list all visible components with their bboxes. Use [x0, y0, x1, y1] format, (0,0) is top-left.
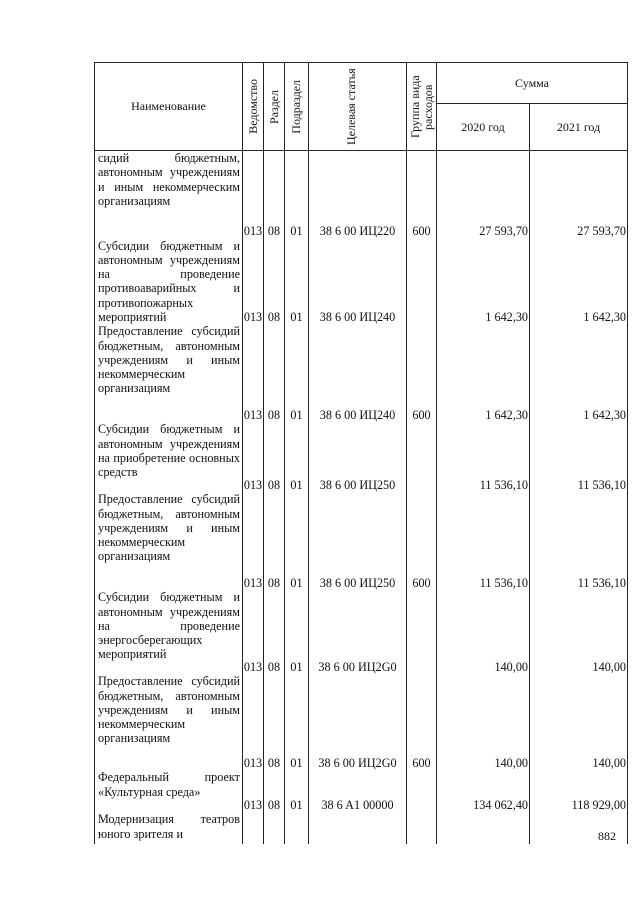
cell-sum-2021: 1 642,30 [530, 239, 628, 325]
cell-razdel: 08 [264, 151, 285, 239]
cell-razdel: 08 [264, 239, 285, 325]
table-row [95, 812, 628, 844]
cell-sum-2021: 27 593,70 [530, 151, 628, 239]
cell-name-text: сидий бюджетным, автономным учреждениям и иным некоммерческим организациям [98, 151, 240, 208]
cell-name [95, 590, 243, 674]
cell-vedomstvo: 013 [243, 324, 264, 422]
table-row [95, 239, 628, 325]
cell-name-text: Предоставление субсидий бюджетным, автономным учреждениям и иным некоммерческим организациям [98, 674, 240, 746]
header-podrazdel: Подраздел [285, 63, 309, 151]
cell-target: 38 6 00 ИЦ250 [309, 492, 407, 590]
cell-podrazdel: 01 [285, 239, 309, 325]
cell-group: 600 [407, 151, 437, 239]
cell-target: 38 6 00 ИЦ240 [309, 239, 407, 325]
cell-name [95, 324, 243, 422]
cell-razdel: 08 [264, 590, 285, 674]
cell-razdel [264, 812, 285, 844]
table-row [95, 674, 628, 770]
cell-name-text: Федеральный проект «Культурная среда» [98, 770, 240, 799]
cell-vedomstvo: 013 [243, 674, 264, 770]
cell-target: 38 6 00 ИЦ2G0 [309, 590, 407, 674]
cell-razdel: 08 [264, 770, 285, 812]
cell-name-text: Субсидии бюджетным и автономным учреждениям на проведение противоаварийных и противопожарных мероприятий [98, 238, 240, 324]
table-row [95, 151, 628, 239]
cell-podrazdel: 01 [285, 770, 309, 812]
cell-group: 600 [407, 674, 437, 770]
cell-group [407, 590, 437, 674]
cell-razdel: 08 [264, 674, 285, 770]
cell-group [407, 239, 437, 325]
cell-sum-2020: 11 536,10 [437, 422, 530, 492]
cell-group [407, 770, 437, 812]
cell-sum-2021: 1 642,30 [530, 324, 628, 422]
cell-sum-2020: 27 593,70 [437, 151, 530, 239]
cell-target: 38 6 00 ИЦ250 [309, 422, 407, 492]
cell-sum-2021: 118 929,00 [530, 770, 628, 812]
cell-name [95, 492, 243, 590]
cell-name [95, 812, 243, 844]
cell-podrazdel: 01 [285, 324, 309, 422]
table-row [95, 422, 628, 492]
cell-vedomstvo: 013 [243, 770, 264, 812]
cell-target: 38 6 A1 00000 [309, 770, 407, 812]
cell-sum-2021: 11 536,10 [530, 422, 628, 492]
cell-razdel: 08 [264, 422, 285, 492]
header-sum: Сумма [437, 63, 628, 104]
cell-name-text: Модернизация театров юного зрителя и [98, 812, 240, 841]
header-vedomstvo: Ведомство [243, 63, 264, 151]
cell-group: 600 [407, 324, 437, 422]
table-row [95, 770, 628, 812]
cell-target: 38 6 00 ИЦ2G0 [309, 674, 407, 770]
cell-name-text: Субсидии бюджетным и автономным учреждениям на проведение энергосберегающих мероприятий [98, 590, 240, 662]
cell-vedomstvo: 013 [243, 151, 264, 239]
table-header [95, 63, 628, 151]
cell-name-text: Предоставление субсидий бюджетным, автономным учреждениям и иным некоммерческим организациям [98, 324, 240, 396]
cell-podrazdel: 01 [285, 590, 309, 674]
cell-vedomstvo [243, 812, 264, 844]
cell-podrazdel: 01 [285, 151, 309, 239]
budget-table [94, 62, 628, 844]
cell-razdel: 08 [264, 492, 285, 590]
cell-vedomstvo: 013 [243, 492, 264, 590]
cell-group: 600 [407, 492, 437, 590]
cell-name [95, 674, 243, 770]
cell-podrazdel: 01 [285, 492, 309, 590]
cell-vedomstvo: 013 [243, 422, 264, 492]
cell-vedomstvo: 013 [243, 239, 264, 325]
table-body [95, 151, 628, 845]
cell-name [95, 422, 243, 492]
cell-vedomstvo: 013 [243, 590, 264, 674]
cell-sum-2020: 140,00 [437, 590, 530, 674]
table-row [95, 324, 628, 422]
cell-name-text: Субсидии бюджетным и автономным учреждениям на приобретение основных средств [98, 422, 240, 480]
cell-podrazdel [285, 812, 309, 844]
cell-sum-2021: 140,00 [530, 590, 628, 674]
table-row [95, 590, 628, 674]
header-group: Группа вида расходов [407, 63, 437, 151]
cell-name-text: Предоставление субсидий бюджетным, автономным учреждениям и иным некоммерческим организациям [98, 492, 240, 564]
cell-sum-2021: 11 536,10 [530, 492, 628, 590]
cell-sum-2020: 11 536,10 [437, 492, 530, 590]
cell-razdel: 08 [264, 324, 285, 422]
cell-group [407, 812, 437, 844]
cell-sum-2020 [437, 812, 530, 844]
cell-sum-2020: 134 062,40 [437, 770, 530, 812]
cell-target: 38 6 00 ИЦ240 [309, 324, 407, 422]
cell-sum-2020: 1 642,30 [437, 239, 530, 325]
header-year-2021: 2021 год [530, 104, 628, 151]
cell-name [95, 770, 243, 812]
header-year-2020: 2020 год [437, 104, 530, 151]
header-name: Наименование [95, 63, 243, 151]
cell-target: 38 6 00 ИЦ220 [309, 151, 407, 239]
table-row [95, 492, 628, 590]
cell-podrazdel: 01 [285, 674, 309, 770]
cell-target [309, 812, 407, 844]
cell-name [95, 151, 243, 239]
cell-sum-2020: 1 642,30 [437, 324, 530, 422]
cell-sum-2020: 140,00 [437, 674, 530, 770]
cell-group [407, 422, 437, 492]
cell-name [95, 239, 243, 325]
header-target: Целевая статья [309, 63, 407, 151]
cell-podrazdel: 01 [285, 422, 309, 492]
header-razdel: Раздел [264, 63, 285, 151]
page-number: 882 [598, 829, 616, 843]
cell-sum-2021: 140,00 [530, 674, 628, 770]
